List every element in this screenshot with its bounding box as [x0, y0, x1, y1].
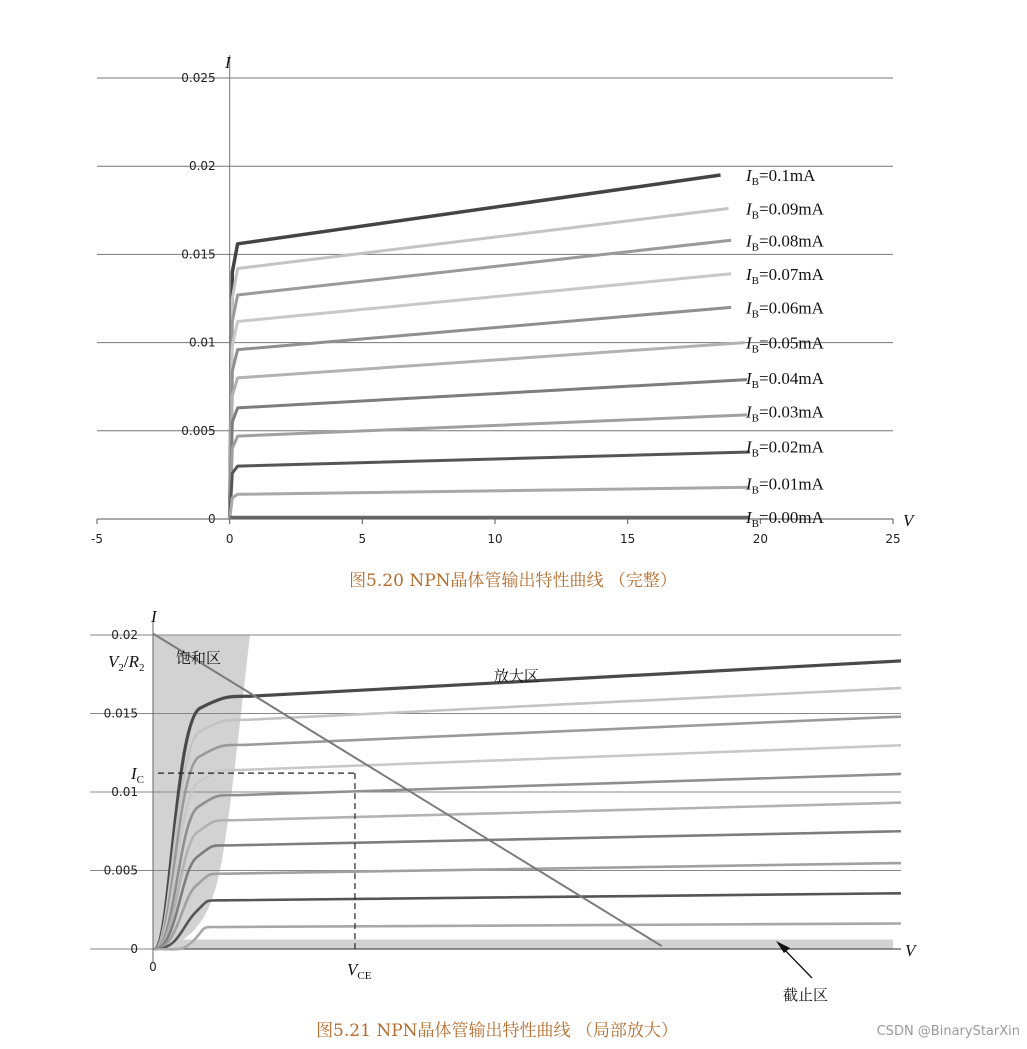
vce-label-sub: CE	[357, 970, 372, 982]
load-line-r: R	[128, 652, 140, 671]
chart1-series-label: $I_B=0.01mA$	[746, 474, 824, 497]
chart1-x-tick-label: 0	[225, 532, 234, 546]
chart2-y-tick-label: 0.005	[103, 863, 138, 878]
chart1-series-label: $I_B=0.03mA$	[746, 402, 824, 425]
chart2-x-tick-label: 0	[149, 960, 157, 974]
chart1-x-tick-label: 15	[620, 532, 636, 546]
chart1-y-tick-label: 0.025	[181, 71, 216, 85]
chart1-series-line	[230, 452, 750, 519]
chart1-series-line	[230, 175, 721, 519]
chart2-y-axis-label: I	[151, 607, 157, 626]
chart2-y-tick-label: 0	[130, 942, 138, 956]
watermark: CSDN @BinaryStarXin	[876, 1024, 1020, 1039]
ic-label-main: I	[131, 764, 137, 783]
vce-label	[347, 960, 372, 982]
chart1-series-line	[230, 380, 747, 519]
load-line-v-sub: 2	[118, 662, 124, 674]
chart1-y-tick-label: 0	[208, 512, 216, 526]
chart1-series-label: $I_B=0.00mA$	[746, 508, 824, 531]
ic-label	[130, 764, 144, 786]
chart1-y-tick-label: 0.005	[181, 423, 216, 438]
chart1-x-tick-label: 20	[752, 532, 768, 546]
ic-label-sub: C	[136, 774, 145, 786]
chart1-x-tick-label: -5	[91, 532, 103, 546]
chart1-y-tick-label: 0.01	[188, 335, 216, 350]
chart2-series-curve	[155, 774, 901, 949]
cutoff-region-label: 截止区	[783, 986, 829, 1004]
chart1-series-label: $I_B=0.05mA$	[746, 333, 824, 356]
chart1-y-axis-label: I	[225, 53, 231, 72]
chart1-series-label: $I_B=0.02mA$	[746, 437, 824, 460]
chart2-x-axis-label: V	[905, 941, 916, 960]
chart1-x-tick-label: 5	[358, 532, 367, 546]
chart1-y-tick-label: 0.02	[188, 159, 216, 174]
active-region-label: 放大区	[494, 667, 540, 685]
load-line-intercept-label: $V_2/R_2$	[108, 652, 145, 674]
chart1-series-label: $I_B=0.04mA$	[746, 368, 824, 391]
load-line-r-sub: 2	[139, 662, 145, 674]
chart1-series-label: $I_B=0.09mA$	[746, 199, 824, 222]
chart2-y-tick-label: 0.01	[111, 785, 138, 799]
chart1-y-tick-label: 0.015	[181, 247, 216, 262]
vce-label-main: V	[347, 960, 358, 979]
chart1-x-tick-label: 25	[885, 532, 901, 546]
chart2-y-tick-label: 0.015	[103, 706, 138, 721]
chart2-series-curve	[155, 863, 901, 949]
load-line-v: V	[108, 652, 119, 671]
chart1-series-line	[230, 274, 731, 519]
chart2-series-curve	[155, 831, 901, 949]
chart1-series-line	[230, 487, 750, 519]
chart-complete	[91, 53, 916, 546]
chart1-series-label: $I_B=0.06mA$	[746, 298, 824, 321]
figure-caption-2: 图5.21 NPN晶体管输出特性曲线 （局部放大）	[316, 1021, 678, 1041]
chart1-series-label: $I_B=0.1mA$	[746, 166, 816, 189]
chart-zoomed	[90, 607, 918, 1004]
chart1-series-labels	[745, 166, 825, 530]
saturation-region-label: 饱和区	[176, 649, 222, 667]
figure-caption-1: 图5.20 NPN晶体管输出特性曲线 （完整）	[349, 571, 677, 591]
chart2-y-tick-label: 0.02	[111, 628, 138, 642]
chart1-series-line	[230, 209, 729, 519]
chart1-x-axis-label: V	[903, 511, 914, 530]
chart1-series	[230, 175, 750, 519]
chart1-series-label: $I_B=0.08mA$	[746, 231, 824, 254]
chart1-series-label: $I_B=0.07mA$	[746, 264, 824, 287]
chart1-x-tick-label: 10	[487, 532, 503, 546]
chart2-series-curve	[155, 745, 901, 949]
